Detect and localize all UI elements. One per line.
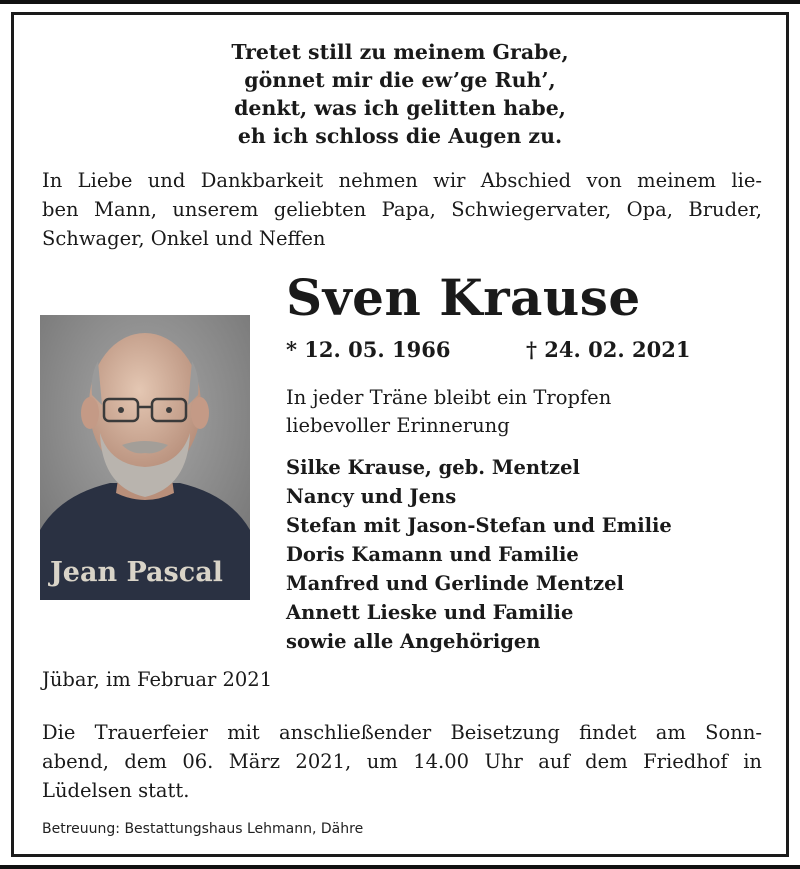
intro-line: In Liebe und Dankbarkeit nehmen wir Abschied von meinem lie- [42,169,762,192]
funeral-line: Die Trauerfeier mit anschließender Beisetzung findet am Sonn- [42,721,762,744]
portrait-illustration [40,315,250,600]
funeral-home-credit: Betreuung: Bestattungshaus Lehmann, Dähre [42,821,364,837]
birth-date: * 12. 05. 1966 [286,337,451,362]
intro-line: Schwager, Onkel und Neffen [42,227,326,250]
poem [0,38,800,150]
poem-line: denkt, was ich gelitten habe, [234,96,566,120]
shirt-print: Jean Pascal [50,557,223,588]
mourners-list [286,453,672,656]
mourner: Stefan mit Jason-Stefan und Emilie [286,514,672,537]
poem-line: eh ich schloss die Augen zu. [237,124,563,148]
mourner: Silke Krause, geb. Mentzel [286,456,580,479]
deceased-name: Sven Krause [286,268,641,327]
poem-line: gönnet mir die ew’ge Ruh’, [244,68,556,92]
death-date: † 24. 02. 2021 [526,337,691,362]
life-dates [286,334,696,366]
intro-text [42,166,762,253]
intro-line: ben Mann, unserem geliebten Papa, Schwiegervater, Opa, Bruder, [42,198,762,221]
mourner: Nancy und Jens [286,485,457,508]
mourner: Doris Kamann und Familie [286,543,579,566]
funeral-line: abend, dem 06. März 2021, um 14.00 Uhr auf dem Friedhof in [42,750,762,773]
motto-line: liebevoller Erinnerung [286,414,510,437]
place-date: Jübar, im Februar 2021 [42,668,273,691]
funeral-notice [42,718,762,805]
mourner: sowie alle Angehörigen [286,630,541,653]
portrait-photo [40,315,250,600]
motto [286,384,611,440]
mourner: Manfred und Gerlinde Mentzel [286,572,624,595]
funeral-line: Lüdelsen statt. [42,779,190,802]
mourner: Annett Lieske und Familie [286,601,574,624]
poem-line: Tretet still zu meinem Grabe, [231,40,569,64]
motto-line: In jeder Träne bleibt ein Tropfen [286,386,612,409]
